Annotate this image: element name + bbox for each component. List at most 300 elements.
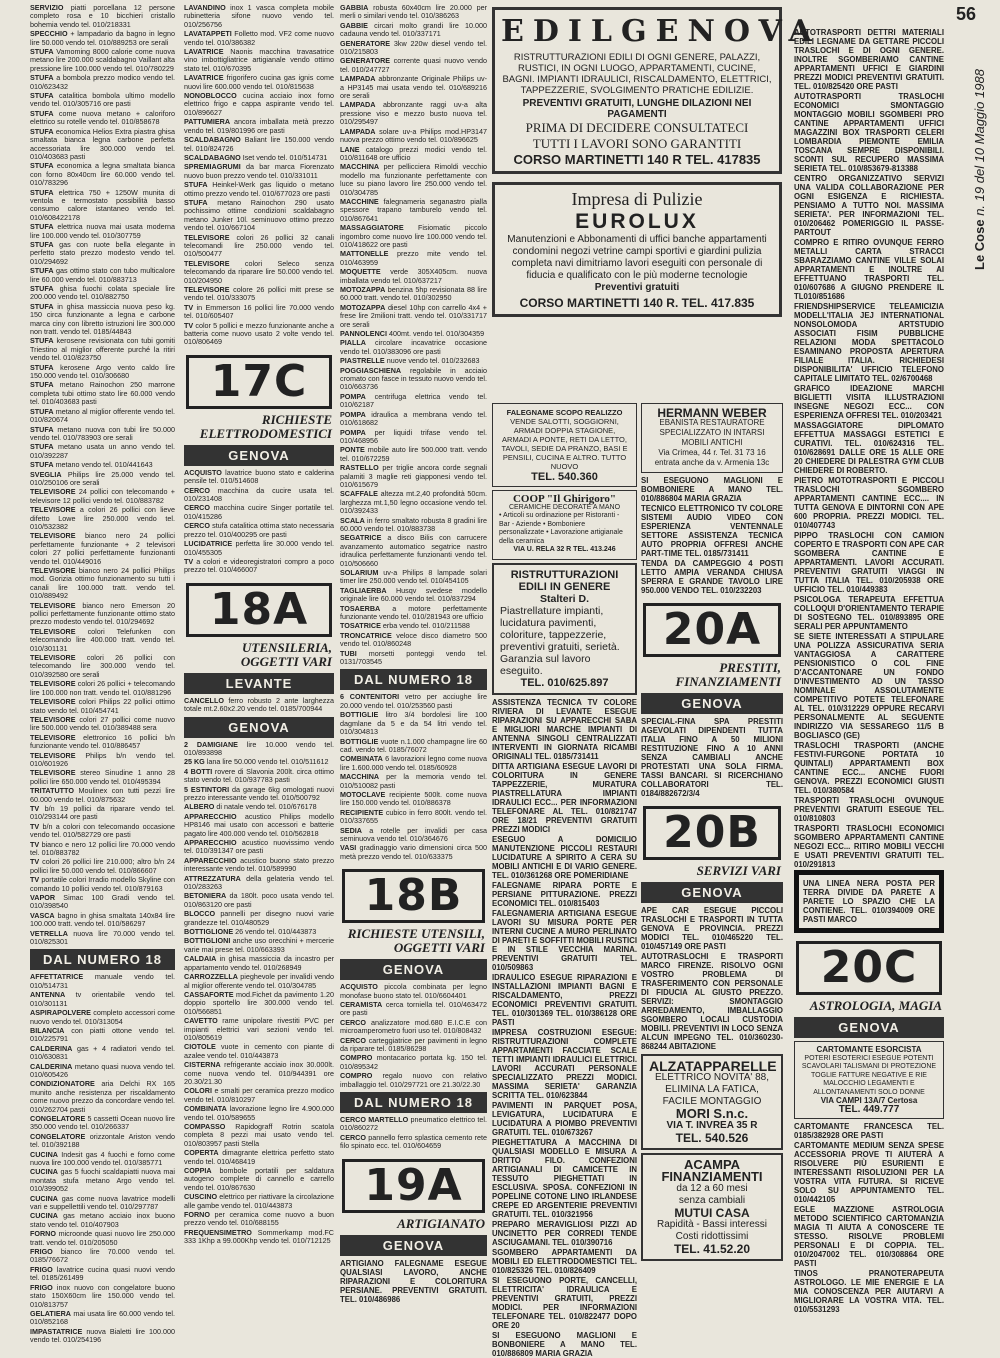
ads-list <box>794 28 944 869</box>
masthead-vertical <box>972 40 992 270</box>
ad-text: perfetta lire 30.000 vendo tel. 010/455305 <box>184 539 334 557</box>
classified-ad <box>794 28 944 91</box>
classified-ad <box>340 411 487 428</box>
ad-keyword: GENERATORE <box>340 38 391 48</box>
ad-text: lavatrice buono stato e calderina pensile tel. 010/514608 <box>184 467 334 486</box>
classified-ad <box>340 632 487 649</box>
classified-ad <box>30 769 175 786</box>
ad-text: Husqv svedese modello originale lire 60.000 vendo tel. 010/837294 <box>340 585 488 604</box>
ad-keyword: STUFA <box>30 362 54 372</box>
ad-text: a colori e videoregistratori compro a poco prezzo tel. 010/466007 <box>184 556 334 575</box>
classified-ad <box>30 48 175 73</box>
classified-ad <box>340 587 487 604</box>
ad-keyword: STUFA <box>30 161 54 171</box>
ad-text: ghisa fuochi colata speciale lire 200.000 vendo tel. 010/882750 <box>30 284 175 302</box>
ad-keyword: STUFA <box>30 266 54 276</box>
classified-ad <box>30 223 175 240</box>
classified-ad <box>340 809 487 826</box>
ads-list <box>184 469 334 575</box>
ad-text: pannelli per disegno nuovi varie grandezze tel. 010/480529 <box>184 909 335 927</box>
classified-ad <box>30 241 175 266</box>
ad-text: Heinkel-Werk gas liquido o metano ottimo prezzo vendo tel. 010/677023 ore pasti <box>184 180 334 198</box>
ad-text: 400mt. vendo tel. 010/304359 <box>389 329 485 339</box>
ad-keyword: TELEVISORE <box>184 285 230 294</box>
ad-text: di natale vendo tel. 010/676178 <box>216 802 317 812</box>
ad-keyword: LAVATAPPETI <box>184 29 232 39</box>
classified-ad <box>492 1138 637 1219</box>
classified-ad <box>340 75 487 100</box>
classified-ad <box>30 1027 175 1044</box>
ad-text: regolabile in acciaio cromato con fasce in tessuto nuovo vendo tel. 010/663736 <box>340 365 487 392</box>
ad-keyword: PONTE <box>340 445 365 455</box>
classified-ad <box>184 4 334 29</box>
ad-text: color 5 pollici e mezzo funzionante anche a batteria come nuovo usato 2 volte vendo tel. 010/806469 <box>184 320 334 347</box>
classified-ad <box>30 471 175 488</box>
classified-ad <box>794 632 944 740</box>
ad-keyword: SCALA <box>340 515 365 525</box>
weber-title: HERMANN WEBER <box>657 406 767 420</box>
classified-ad <box>30 876 175 893</box>
ad-keyword: LANE <box>340 144 360 154</box>
ad-keyword: ATTREZZATURA <box>184 873 241 883</box>
classified-ad <box>794 531 944 594</box>
classified-ad <box>794 384 944 420</box>
ad-text: acustico buono stato prezzo interessante vendo tel. 010/589990 <box>184 855 335 874</box>
ad-text: CARTOMANTE FRANCESCA TEL. 0185/382928 ORE PASTI <box>794 1122 944 1140</box>
ad-text: mobile auto lire 500.000 tratt. vendo tel. 010/672259 <box>340 445 487 463</box>
cartomante-address: VIA CAMPI 13A/7 Certosa <box>820 1096 918 1105</box>
ad-text: bianco e nero 12 pollici lire 70.000 vendo tel. 010/883782 <box>30 839 175 857</box>
ad-keyword: TELEVISORE <box>30 750 76 760</box>
ad-keyword: CONGELATORE <box>30 1113 86 1123</box>
classified-ad <box>30 628 175 653</box>
classified-ad <box>30 1328 175 1345</box>
section-bar: DAL NUMERO 18 <box>340 669 487 690</box>
classified-ad <box>30 1133 175 1150</box>
ad-keyword: SCALDABAGNO <box>184 135 241 145</box>
edilgenova-logo: EDILGENOVA <box>501 14 821 49</box>
ad-keyword: CUCINA <box>30 1211 58 1221</box>
ad-keyword: MACCHINA <box>340 162 380 172</box>
classified-ad <box>641 559 783 595</box>
classified-ad <box>30 443 175 460</box>
ad-text: colori Seleco senza telecomando da riparare lire 50.000 vendo tel. 010/204950 <box>184 258 335 285</box>
ad-text: per liquidi trifase vendo tel. 010/468956 <box>340 427 487 445</box>
ad-text: per ceramica come nuovo a buon prezzo vendo tel. 010/688155 <box>184 1210 334 1228</box>
section-bar: GENOVA <box>184 445 334 466</box>
section-title: RICHIESTE ELETTRODOMESTICI <box>199 411 332 441</box>
ad-text: Folletto mod. VF2 come nuovo vendo tel. 010/386382 <box>184 29 334 47</box>
ad-text: cucina acciaio inox forno elettrico frigo e cappa aspirante vendo tel. 010/896627 <box>184 91 334 117</box>
ad-text: da garage 6kg omologati nuovi prezzo interessante vendo tel. 010/500792 <box>184 784 335 802</box>
classified-ad <box>30 267 175 284</box>
column-6 <box>641 400 783 1350</box>
ad-text: metano quasi nuova vendo tel. 010/605426 <box>30 1061 176 1079</box>
acampa-line: da 12 a 60 mesi <box>676 1183 748 1194</box>
classified-ad <box>30 162 175 187</box>
ad-text: portatile colori Irradio modello Skyline con comando 10 pollici vendo tel. 010/879163 <box>30 875 175 893</box>
acampa-title: ACAMPA FINANZIAMENTI <box>661 1157 763 1184</box>
section-title: PRESTITI, FINANZIAMENTI <box>675 660 781 689</box>
ad-text: vuote n.1.000 champagne lire 60 cad. vendo tel. 0185/76072 <box>340 736 487 754</box>
ad-text: TINOS PRANOTERAPEUTA ASTROLOGO. LE MIE ENERGIE E LA MIA CONOSCENZA PER AIUTARVI A MIGLIORARE LA VOSTRA VITA. TEL. 010/5531293 <box>794 1269 944 1314</box>
ad-keyword: TELEVISORE <box>30 626 76 636</box>
ad-text: AUTOTRASPORTI TRASLOCHI ECONOMICI SMONTAGGIO MONTAGGIO MOBILI SGOMBERI PRO CANTINE APPARTAMENTI UFFICI MAGAZZINI BOX TRASPORTI CELERI LOMBARDIA PIEMONTE EMILIA TOSCANA SEMPRE DISPONIBILI. SCONTI SUL RECUPERO MASSIMA SERIETA TEL. 010/853679-813388 <box>794 92 944 173</box>
ad-text: Philips b/n vendo tel. 010/601926 <box>30 750 176 768</box>
section-number: 19A <box>342 1159 485 1213</box>
ad-text: colori 26 pollici 32 canali telecomandi lire 250.000 vendo tel. 010/500477 <box>184 232 334 259</box>
edilgenova-address: CORSO MARTINETTI 140 R TEL. 417835 <box>513 152 761 167</box>
classified-ad <box>340 650 487 667</box>
classified-ad <box>340 198 487 223</box>
edilgenova-line: PREVENTIVI GRATUITI, LUNGHE DILAZIONI NEI PAGAMENTI <box>522 98 752 120</box>
ads-list <box>492 698 637 1358</box>
classified-ad <box>340 1072 487 1089</box>
classified-ad <box>30 1310 175 1327</box>
ad-text: CENTRO ORGANIZZATIVO SERVIZI UNA VALIDA COLLABORAZIONE PER OGNI ESIGENZA E RICHIESTA. PENSIAMO A TUTTO NOI. MASSIMA SERIETA'. PER INFORMAZIONI TEL. 010/206462 POMERIGGIO IL PASSE-PARTOUT <box>794 174 944 237</box>
classified-ad <box>340 1054 487 1071</box>
ghirigoro-title: COOP "Il Ghirigoro" <box>512 493 617 505</box>
ad-text: orizzontale Ariston vendo tel. 010/392188 <box>30 1131 176 1150</box>
ad-text: della gelateria vendo tel. 010/283263 <box>184 873 334 892</box>
ad-text: colori 27 pollici come nuovo lire 500.000 vendo tel. 010/389488 sera <box>30 714 176 733</box>
ad-text: PIEGHETTATURA A MACCHINA DI QUALSIASI MODELLO E MISURA A DRITTO FILO. CONFEZIONI ARTIGIANALI DI CAMICETTE IN TESSUTO PIEGHETTATI IN ESCLUSIVA. SPOSA. CONFEZIONI IN POPELINE COTONE LINO IRLANDESE CREPE ED ARGENTERIE PREVENTIVI GRATUITI. TEL. 010/321956 <box>492 1137 637 1219</box>
ad-keyword: TELEVISORE <box>184 258 230 268</box>
classified-ad <box>184 1017 334 1042</box>
classified-ad <box>641 476 783 503</box>
ad-text: FALEGNAMERIA ARTIGIANA ESEGUE LAVORI SU MISURA PORTE PER INTERNI CUCINE A MURO PERLINATO DI PARETI E SOFFITTI MOBILI RUSTICI E IN STILE VECCHIA MARINA. PREVENTIVI GRATUITI TEL. 010/509863 <box>492 908 637 972</box>
section-title: ARTIGIANATO <box>397 1215 485 1231</box>
classified-ad <box>340 534 487 568</box>
classified-ad <box>492 698 637 761</box>
classified-ad <box>30 858 175 875</box>
ad-text: pieghevole per invalidi vendo al miglior offerente vendo tel. 010/304785 <box>184 972 334 990</box>
ad-text: metano Rainochon 290 usato pochissimo ottime condizioni scaldabagno metano Junker 10l. seminuovo ottimo prezzo vendo tel. 010/667104 <box>184 197 335 233</box>
ad-keyword: TRITATUTTO <box>30 786 74 796</box>
classified-ad <box>184 487 334 504</box>
ad-keyword: SVEGLIA <box>30 469 62 479</box>
ad-text: SI ESEGUONO MAGLIONI E BOMBONIERE A MANO TEL. 010/886804 MARIA GRAZIA <box>641 476 783 503</box>
classified-ad <box>184 991 334 1016</box>
classified-ad <box>184 30 334 47</box>
ad-text: CARTOMANTE MEDIUM SENZA SPESE ACCESSORIA PROVE TI AIUTERÀ A RISOLVERE PIÙ ESURIENTI E INTERESSANTI RISOLUZIONI PER LA VOSTRA VITA FUTURA. SI RICEVE SOLO SU APPUNTAMENTO TEL. 010/442105 <box>794 1141 944 1204</box>
ad-keyword: RASTELLO <box>340 463 379 473</box>
ad-text: anche uso orecchini + mercerie varie mai prese tel. 010/663393 <box>184 936 335 954</box>
classified-ad <box>184 136 334 153</box>
ads-list <box>184 4 334 347</box>
ad-text: Moulinex con tutti pezzi lire 60.000 vendo tel. 010/875632 <box>30 786 175 804</box>
ad-keyword: SPREMIAGRUMI <box>184 162 241 172</box>
ad-text: SE SIETE INTERESSATI A STIPULARE UNA POLIZZA ASSICURATIVA SERIA VANTAGGIOSA A CARATTERE PENSIONISTICO O COL FINE D'ACCANTONARE UN FONDO D'INVESTIMENTO AD UN TASSO NOMINALE ASSOLUTAMENTE COMPETITIVO POTETE TELEFONARE AL TEL. 010/312229 OPPURE RECARVI PERSONALMENTE AL SEGUENTE INDIRIZZO VIA SESSAREGO 11/5 B BOGLIASCO (GE) <box>794 632 944 740</box>
ad-cartomante <box>794 1041 944 1119</box>
ad-keyword: CIOTOLE <box>184 1042 216 1052</box>
ad-text: regalo nuovo con relativo imballaggio tel. 010/297721 ore 21.30/22.30 <box>340 1071 488 1089</box>
classified-ad <box>30 30 175 47</box>
classified-ad <box>340 393 487 410</box>
classified-ad <box>340 773 487 790</box>
classified-ad <box>30 787 175 804</box>
ad-keyword: MASSAGGIATORE <box>340 223 404 233</box>
ad-text: erba vendo tel. 010/211588 <box>382 621 470 631</box>
stalteri-name: Stalteri D. <box>539 592 589 605</box>
classified-ad <box>184 558 334 575</box>
classified-ad <box>184 1149 334 1166</box>
classified-ad <box>340 339 487 356</box>
ad-keyword: TV <box>30 875 40 885</box>
issue-date: n. 19 del 10 Maggio 1988 <box>972 69 987 216</box>
ad-text: bianco nero Emerson 20 pollici perfettamente funzionante ottimo stato prezzo modesto vendo tel. 010/294692 <box>30 600 176 627</box>
ad-text: SGOMBERO APPARTAMENTI DA MOBILI ED ELETTRODOMESTICI TEL. 010/825326 TEL. 010/826409 <box>492 1247 637 1275</box>
classified-ad <box>184 910 334 927</box>
cartomante-tel: TEL. 449.777 <box>838 1103 900 1115</box>
ad-text: SI ESEGUONO MAGLIONI E BONBONIERE A MANO TEL. 010/886809 MARIA GRAZIA <box>492 1330 637 1358</box>
ad-alzatapparelle <box>641 1054 783 1150</box>
ad-text: 6 lavorazioni legno come nuova lire 1.600.000 vendo tel. 0185/60928 <box>340 754 488 772</box>
section-bar: GENOVA <box>340 959 487 980</box>
ad-keyword: TELEVISORE <box>30 732 76 742</box>
ad-text: GRAFICO IDEAZIONE MARCHI BIGLIETTI VISITA ILLUSTRAZIONI INSEGNE NEGOZI ECC... CON ESPERIENZA OFFRESI TEL. 010/203421 <box>794 384 944 420</box>
section-bar: LEVANTE <box>184 673 334 694</box>
classified-ad <box>340 40 487 57</box>
classified-ad <box>184 286 334 303</box>
classified-ad <box>492 881 637 908</box>
weber-text: EBANISTA RESTAURATORE SPECIALIZZATO IN INTARSI MOBILI ANTICHI <box>659 418 765 447</box>
classified-ad <box>184 1229 334 1246</box>
classified-ad <box>184 768 334 785</box>
classified-ad <box>184 48 334 73</box>
magazine-name: Le Cose <box>972 219 987 270</box>
classified-ad <box>30 488 175 505</box>
ad-keyword: CERCO <box>340 1132 366 1142</box>
ad-text: catalogo prezzi modici vendo tel. 010/811648 ore ufficio <box>340 144 487 162</box>
eurolux-address: CORSO MARTINETTI 140 R. TEL. 417.835 <box>519 296 755 310</box>
ad-text: refrigerante acciaio inox 30.000lt. come nuova vendo tel. 010/944391 ore 20.30/21.30 <box>184 1060 334 1086</box>
ads-list <box>184 741 334 1246</box>
section-bar: GENOVA <box>641 693 783 714</box>
falegname-text: VENDE SALOTTI, SOGGIORNI, ARMADI DOPPIA STAGIONE, ARMADI A PONTE, RETI DA LETTO, TAVOLI, SEDIE DA PRANZO, BASI E PENSILI, CUCINA E ALTRO. TUTTO NUOVO <box>501 417 628 471</box>
classified-ad <box>340 146 487 163</box>
ad-keyword: ACQUISTO <box>340 982 378 992</box>
classified-ad <box>184 522 334 539</box>
classified-ad <box>340 268 487 285</box>
stalteri-tel: TEL. 010/625.897 <box>520 676 609 689</box>
ad-text: colori Telefunken con telecomando lire 400.000 tratt. vendo tel. 010/301131 <box>30 626 175 653</box>
ad-keyword: TELEVISORE <box>30 653 76 663</box>
ad-keyword: STUFA <box>30 73 54 83</box>
ad-keyword: SCAFFALE <box>340 489 378 499</box>
classified-ad <box>30 1212 175 1229</box>
ad-text: in Emmerson 16 pollici lire 70.000 vendo tel. 010/605407 <box>184 302 334 321</box>
classified-ad <box>184 118 334 135</box>
classified-ad <box>340 827 487 844</box>
classified-ad <box>794 238 944 301</box>
ad-text: prezzo mite vendo tel. 010/463959 <box>340 249 487 267</box>
ad-keyword: COMPRO <box>340 1071 373 1081</box>
ad-text: a bombola prezzo modico vendo tel. 010/623432 <box>30 73 176 91</box>
classified-ad <box>30 74 175 91</box>
classified-ad <box>30 1248 175 1265</box>
ad-text: in ferro smaltato robusta 8 gradini lire 60.000 vendo tel. 010/883738 <box>340 515 488 533</box>
classified-ad <box>30 364 175 381</box>
classified-ad <box>30 426 175 443</box>
ad-keyword: FRIGO <box>30 1282 53 1292</box>
ad-text: benzina 5hp revisionata 88 lire 60.000 tratt. vendo tel. 010/302950 <box>340 285 488 303</box>
classified-ad <box>30 4 175 29</box>
classified-ad <box>492 835 637 880</box>
ad-keyword: GABBIE <box>340 20 368 30</box>
classified-ad <box>340 330 487 338</box>
ad-keyword: MACCHINE <box>340 196 379 206</box>
ad-text: economica a legna smaltata bianca con forno 80x40cm lire 60.000 vendo tel. 010/783296 <box>30 161 175 188</box>
classified-ad <box>30 532 175 566</box>
falegname-title: FALEGNAME SCOPO REALIZZO <box>506 408 623 417</box>
section-bar: GENOVA <box>641 882 783 903</box>
ad-keyword: 6 CONTENITORI <box>340 692 400 702</box>
ad-stalteri <box>492 563 637 695</box>
ad-keyword: TV <box>30 821 40 831</box>
ad-keyword: TELEVISORE <box>184 232 230 242</box>
ad-keyword: CERCO <box>184 485 210 495</box>
classified-ad <box>340 983 487 1000</box>
ad-text: gas metano acciaio inox buono stato vendo tel. 010/407903 <box>30 1211 175 1229</box>
classified-ad <box>184 234 334 259</box>
alza-tel: TEL. 540.526 <box>675 1131 749 1145</box>
classified-ad <box>30 716 175 733</box>
classified-ad <box>30 303 175 337</box>
classified-ad <box>794 302 944 383</box>
classified-ad <box>30 894 175 911</box>
ad-text: abbronzante raggi uv-a alta pressione viso e mezzo busto nuova tel. 010/295497 <box>340 100 488 127</box>
classified-ad <box>184 937 334 954</box>
ad-text: colori 26 pollici lire 210.000; altro b/n 24 pollici lire 50.000 vendo tel. 010/866607 <box>30 857 176 875</box>
ad-eurolux <box>492 182 782 317</box>
ad-keyword: SEGATRICE <box>340 533 382 543</box>
ad-text: verde 305X405cm. nuova imballata vendo tel. 010/637217 <box>340 267 487 285</box>
ad-keyword: STUFA <box>30 380 54 390</box>
classified-ad <box>30 1063 175 1080</box>
ad-text: recipiente 500lt. come nuova lire 150.000 vendo tel. 010/886378 <box>340 789 488 808</box>
ad-keyword: BETONIERA <box>184 891 227 901</box>
ads-list <box>641 717 783 798</box>
ad-text: acustico nuovissimo vendo tel. 010/391347 ore pasti <box>184 838 334 856</box>
classified-ad <box>30 734 175 751</box>
ad-edilgenova <box>492 7 821 174</box>
classified-ad <box>30 991 175 1008</box>
classified-ad <box>794 741 944 795</box>
ad-text: APE CAR ESEGUE PICCOLI TRASLOCHI E TRASPORTI IN TUTTA GENOVA E PROVINCIA. PREZZI MODICI TEL. 010/465220 TEL. 010/457149 ORE PASTI <box>641 906 783 951</box>
classified-ad <box>184 857 334 874</box>
classified-ad <box>340 1134 487 1151</box>
ad-keyword: TELEVISORE <box>30 600 76 610</box>
ad-text: colori Philips 22 pollici ottimo stato vendo tel. 010/454741 <box>30 697 175 715</box>
ad-keyword: FORNO <box>184 1210 210 1220</box>
section-number: 18A <box>186 583 332 637</box>
classified-ad <box>492 1220 637 1247</box>
classified-ad <box>184 1193 334 1210</box>
classified-ad <box>184 786 334 803</box>
ad-text: vetro per acciughe lire 20.000 vendo tel. 010/253560 pasti <box>340 692 487 710</box>
classified-ad <box>184 741 334 758</box>
classified-ad <box>340 622 487 630</box>
ad-text: lavorazione legno lire 4.900.000 vendo tel. 010/589655 <box>184 1104 334 1122</box>
classified-ad <box>794 1122 944 1140</box>
classified-ad <box>340 844 487 861</box>
stalteri-text: Piastrellature impianti, lucidatura pavimenti, coloriture, tappezzerie, preventivi gratuiti, serietà. Garanzia sul lavoro eseguito. <box>500 604 620 677</box>
classified-ad <box>30 752 175 769</box>
ad-text: completo accessori come nuovo vendo tel. 010/313054 <box>30 1008 176 1026</box>
ad-text: Indesit gas 4 fuochi e forno come nuova lire 100.000 vendo tel. 010/385771 <box>30 1149 175 1167</box>
ad-text: MASSAGGIATORE DIPLOMATO EFFETTUA MASSAGGI ESTETICI E CURATIVI. TEL. 010/624316 TEL. 010/628691 DALLE ORE 15 ALLE ORE 20 CHIEDERE DI PALESTRA GYM CLUB CHIEDERE DI ROBERTO. <box>794 421 944 475</box>
cartomante-title: CARTOMANTE ESORCISTA <box>816 1045 922 1054</box>
ad-acampa <box>641 1153 783 1261</box>
ad-keyword: POGGIASCHIENA <box>340 365 402 375</box>
ad-keyword: PIASTRELLE <box>340 356 385 366</box>
ad-text: 5 cassetti Ocean nuovo lire 350.000 vendo tel. 010/266337 <box>30 1113 176 1132</box>
classified-ad <box>184 803 334 811</box>
ad-keyword: POMPA <box>340 409 366 419</box>
ad-keyword: STUFA <box>30 47 54 57</box>
classified-ad <box>641 952 783 1051</box>
ad-keyword: SERVIZIO <box>30 3 64 12</box>
ad-text: Naonis macchina travasatrice vino imbottigliatrice artigianale vendo ottimo stato tel. 010/670395 <box>184 47 335 73</box>
ads-list <box>641 906 783 1051</box>
ad-keyword: ANTENNA <box>30 990 66 1000</box>
ad-text: robusta 60x40cm lire 20.000 per merli o similari vendo tel. 010/386263 <box>340 3 487 21</box>
ad-keyword: GELATIERA <box>30 1308 71 1318</box>
ad-keyword: CUCINA <box>30 1167 58 1177</box>
ad-text: elettrico per riattivare la circolazione alle gambe vendo tel. 010/443873 <box>184 1192 335 1210</box>
classified-ad <box>492 1028 637 1100</box>
classified-ad <box>30 698 175 715</box>
ad-keyword: TV <box>30 803 40 813</box>
classified-ad <box>30 337 175 362</box>
edilgenova-line: TUTTI I LAVORI SONO GARANTITI <box>532 136 742 151</box>
ad-keyword: SOLARIUM <box>340 568 379 577</box>
ad-text: TRASPORTI TRASLOCHI ECONOMICI SGOMBERO APPARTAMENTI CANTINE NEGOZI ECC... RITIRO MOBILI VECCHI E USATI PREVENTIVI GRATUITI TEL. 010/291813 <box>794 824 944 869</box>
ad-keyword: LUCIDATRICE <box>184 539 233 549</box>
alza-text: ELETTRICO NOVITA' 88, ELIMINA LA FATICA, FACILE MONTAGGIO <box>655 1072 769 1107</box>
ad-text: gas come nuova lavatrice modelli vari e suppellettili vendo tel. 010/297787 <box>30 1193 175 1212</box>
ad-keyword: STUFA <box>30 239 54 249</box>
ad-text: cubico in ferro 800lt. vendo tel. 010/337655 <box>340 807 488 826</box>
acampa-line: Rapidità - Bassi interessi <box>656 1219 768 1230</box>
classified-ad <box>340 22 487 39</box>
ad-keyword: FREQUENSIMETRO <box>184 1227 252 1237</box>
ad-text: TENDA DA CAMPEGGIO 4 POSTI LETTO AMPIA VERANDA CHIUSA SPERRA E GRANDE TAVOLO LIRE 950.000 VENDO TEL. 010/232203 <box>641 559 783 595</box>
ad-keyword: LAMPADA <box>340 100 376 110</box>
eurolux-pre: Impresa di Pulizie <box>571 189 703 209</box>
classified-ad <box>340 711 487 736</box>
ad-text: gas con ruote bella elegante in perfetto stato prezzo modesto vendo tel. 010/294692 <box>30 239 176 266</box>
ad-text: Rapidograff Rotrin scatola completa 8 pezzi mai usato vendo tel. 010/803957 pasti Stella <box>184 1122 334 1148</box>
classified-ad <box>794 595 944 631</box>
ad-keyword: STUFA <box>30 442 54 452</box>
classified-ad <box>30 973 175 990</box>
ad-keyword: BILANCIA <box>30 1025 65 1035</box>
ad-text: per la memoria vendo tel. 010/510082 pasti <box>340 772 487 790</box>
ad-text: ferro robusto 2 ante larghezza totale mt.2.60x2.20 vendo tel. 0185/700944 <box>184 695 334 714</box>
classified-ad <box>30 912 175 929</box>
ad-text: COMPRO E RITIRO OVUNQUE FERRO METALLI CARTA STRACCI SBARAZZIAMO CANTINE VILLE SOLAI APPARTAMENTI E INOLTRE AI EFFETTUANO TRASPORTI TEL. 010/607686 A GIUGNO PRENDERE IL TL010/851686 <box>794 238 944 301</box>
ad-text: bagno in ghisa smaltata 140x84 lire 100.000 tratt. vendo tel. 010/586297 <box>30 910 176 929</box>
ad-keyword: TRONCATRICE <box>340 630 392 640</box>
acampa-line: MUTUI CASA <box>674 1206 750 1220</box>
ad-text: economica Helios Extra piastra ghisa smaltata bianca legna carbone perfetta accessoriata lire 300.000 vendo tel. 010/403683 pasti <box>30 126 176 161</box>
classified-ad <box>184 1123 334 1148</box>
ad-keyword: CERCO <box>340 1017 366 1027</box>
ad-keyword: BOTTIGLIONI <box>184 936 231 946</box>
classified-ad <box>340 464 487 489</box>
